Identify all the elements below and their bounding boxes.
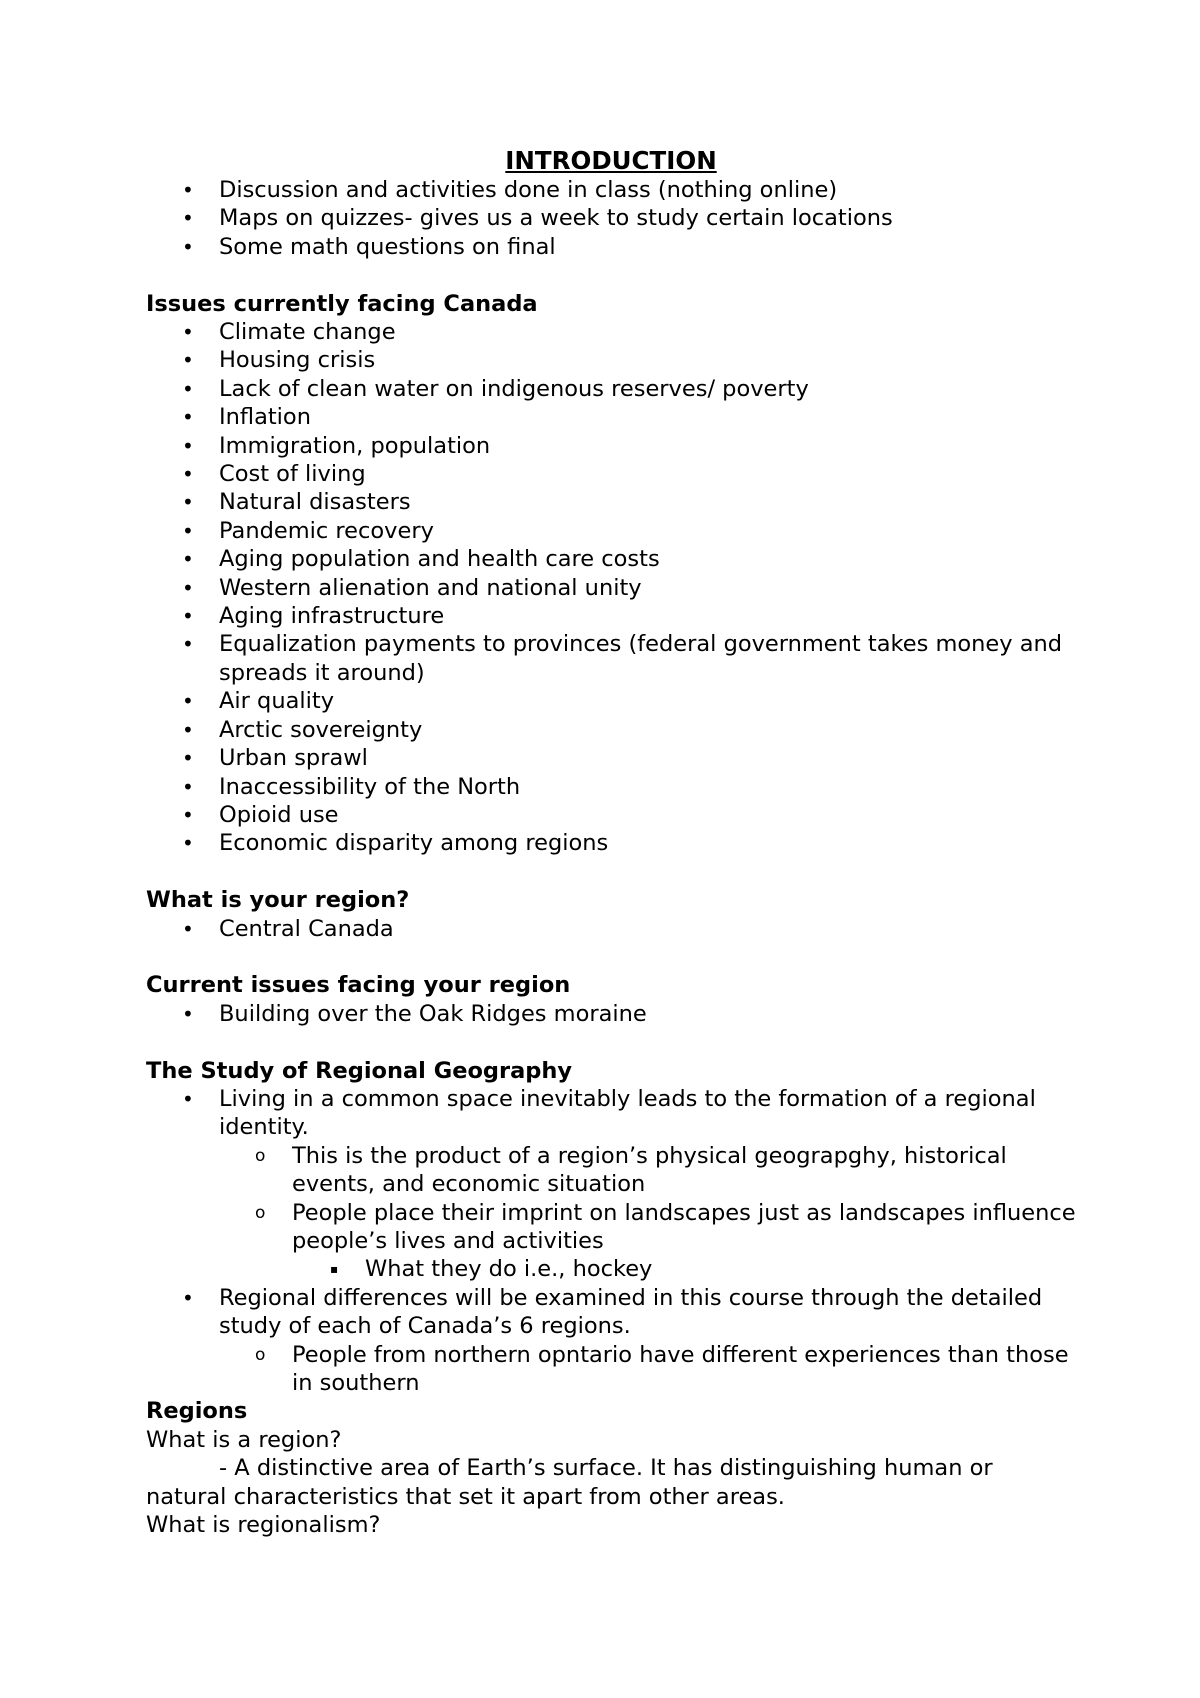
circle-bullet-icon: o [255,1344,266,1365]
bullet-icon: • [182,802,194,827]
bullet-icon: • [182,490,194,515]
bullet-icon: • [182,206,194,231]
region-definition: - A distinctive area of Earth’s surface. It has distinguishing human or natural characteristics that set it apart from other areas. [146,1455,993,1510]
bullet-icon: • [182,547,194,572]
region-question: What is a region? [146,1426,342,1453]
sub-sub-list [292,1255,1076,1283]
list-item: • Cost of living [182,461,366,488]
list-item: • Building over the Oak Ridges moraine [182,1000,647,1027]
bullet-icon: • [182,746,194,771]
bullet-icon: • [182,348,194,373]
bullet-icon: • [182,689,194,714]
study-heading: The Study of Regional Geography [146,1057,573,1084]
square-bullet-icon: ▪ [330,1262,339,1277]
list-item: • Equalization payments to provinces (federal government takes money and spreads it around) [182,631,1063,686]
list-item: • Pandemic recovery [182,517,434,544]
bullet-icon: • [182,575,194,600]
list-item: • Aging infrastructure [182,603,445,630]
list-item: • Maps on quizzes- gives us a week to study certain locations [182,205,893,232]
bullet-icon: • [182,1001,194,1026]
your-region-list [146,915,1076,943]
list-item: ▪ What they do i.e., hockey [330,1256,653,1283]
list-item: • Inaccessibility of the North [182,773,521,800]
list-item: • Economic disparity among regions [182,830,609,857]
bullet-icon: • [182,405,194,430]
bullet-icon: • [182,916,194,941]
bullet-icon: • [182,1086,194,1111]
sub-list [219,1142,1076,1284]
list-item: • Central Canada [182,915,394,942]
bullet-icon: • [182,1285,194,1310]
list-item: o This is the product of a region’s physical geograpghy, historical events, and economic situation [255,1142,1007,1198]
list-item: • Immigration, population [182,432,491,459]
list-item: • Urban sprawl [182,745,368,772]
list-item: • Aging population and health care costs [182,546,660,573]
list-item: • Housing crisis [182,347,376,374]
page-title: INTRODUCTION [505,146,717,175]
sub-list [219,1341,1076,1398]
list-item: • Climate change [182,319,396,346]
list-item: • Air quality [182,688,335,715]
list-item: • Natural disasters [182,489,411,516]
intro-list [146,176,1076,261]
region-issues-list [146,1000,1076,1028]
bullet-icon: • [182,376,194,401]
document-page [146,146,1076,1539]
regionalism-question: What is regionalism? [146,1512,381,1539]
bullet-icon: • [182,774,194,799]
region-issues-heading: Current issues facing your region [146,972,571,999]
list-item: • Inflation [182,404,311,431]
list-item: o People place their imprint on landscapes just as landscapes influence people’s lives and activities ▪ What they do i.e., hockey [255,1199,1076,1283]
bullet-icon: • [182,320,194,345]
list-item: • Some math questions on final [182,233,556,260]
bullet-icon: • [182,518,194,543]
list-item: • Lack of clean water on indigenous reserves/ poverty [182,375,809,402]
bullet-icon: • [182,433,194,458]
bullet-icon: • [182,462,194,487]
list-item: • Western alienation and national unity [182,574,642,601]
bullet-icon: • [182,717,194,742]
list-item: • Opioid use [182,801,339,828]
list-item: o People from northern opntario have different experiences than those in southern [255,1341,1069,1396]
circle-bullet-icon: o [255,1145,266,1166]
list-item: • Regional differences will be examined in this course through the detailed study of each of Canada’s 6 regions. o People from northern opntario have different experiences than those in southern [146,1284,1076,1398]
regions-heading: Regions [146,1398,248,1425]
list-item: • Arctic sovereignty [182,716,423,743]
study-list [146,1085,1076,1397]
list-item: • Discussion and activities done in class (nothing online) [182,177,838,203]
bullet-icon: • [182,178,194,202]
list-item: • Living in a common space inevitably leads to the formation of a regional identity. o This is the product of a region’s physical geograpghy, historical events, and economic situation o People place their imprint on landscapes just as landscapes influence people’s lives and activities ▪ What they do i.e., hockey [182,1085,1076,1283]
bullet-icon: • [182,234,194,259]
bullet-icon: • [182,604,194,629]
your-region-heading: What is your region? [146,887,410,914]
issues-list [146,318,1076,858]
issues-heading: Issues currently facing Canada [146,290,538,317]
circle-bullet-icon: o [255,1202,266,1223]
bullet-icon: • [182,831,194,856]
bullet-icon: • [182,632,194,657]
